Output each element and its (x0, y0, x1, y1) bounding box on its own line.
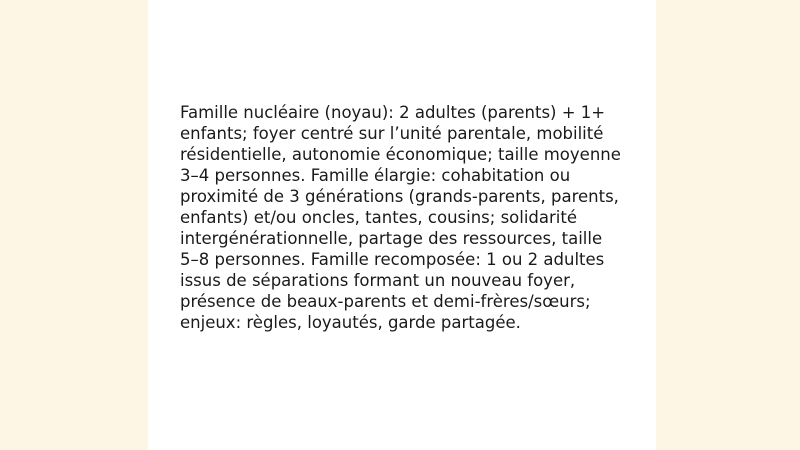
body-paragraph: Famille nucléaire (noyau): 2 adultes (parents) + 1+ enfants; foyer centré sur l’unité parentale, mobilité résidentielle, autonomie économique; taille moyenne 3–4 personnes. Famille élargie: cohabitation ou proximité de 3 générations (grands-parents, parents, enfants) et/ou oncles, tantes, cousins; solidarité intergénérationnelle, partage des ressources, taille 5–8 personnes. Famille recomposée: 1 ou 2 adultes issus de séparations formant un nouveau foyer, présence de beaux-parents et demi-frères/sœurs; enjeux: règles, loyautés, garde partagée. (180, 103, 621, 332)
document-page (148, 0, 656, 450)
